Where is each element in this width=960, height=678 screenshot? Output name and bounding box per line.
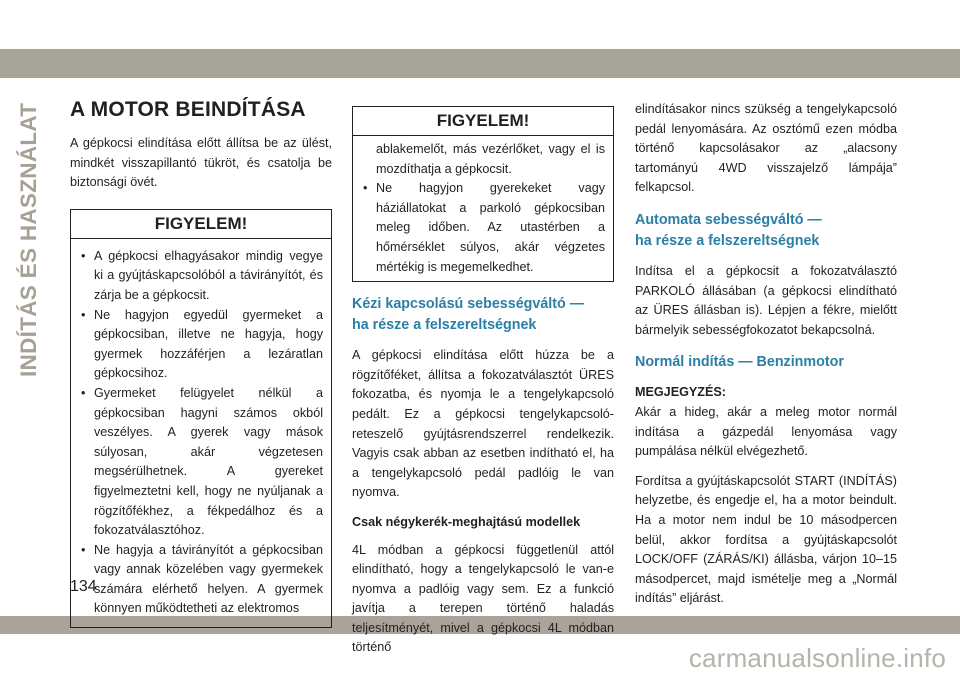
automatic-transmission-text: Indítsa el a gépkocsit a fokozatválasztó PARKOLÓ állásában (a gépkocsi elindítható az ÜRES állásban is). Lépjen a fékre, mielőtt bármelyik sebességfokozatot bekapcsolná. [635, 263, 897, 337]
start-procedure-text: Fordítsa a gyújtáskapcsolót START (INDÍTÁS) helyzetbe, és engedje el, ha a motor beindult. Ha a motor nem indul be 10 másodpercen belül, akkor fordítsa a gyújtáskapcsolót LOCK/OFF (ZÁRÁS/KI) állásba, várjon 10–15 másodpercet, majd ismételje meg a „Normál indítás” eljárást. [635, 473, 897, 606]
warning-list [71, 239, 331, 627]
warning-box-continued [352, 106, 614, 282]
heading-line: ha része a felszereltségnek [635, 232, 820, 249]
note-text: Akár a hideg, akár a meleg motor normál indítása a gázpedál lenyomása vagy pumpálása nélkül elvégezhető. [635, 404, 897, 459]
page-number: 134 [70, 578, 97, 595]
heading-line: Automata sebességváltó — [635, 211, 822, 228]
watermark: carmanualsonline.info [688, 643, 946, 673]
warning-continued-text: ablakemelőt, más vezérlőket, vagy el is mozdíthatja a gépkocsit. [376, 142, 605, 176]
header-color-band [0, 49, 960, 78]
column-2 [352, 96, 614, 668]
section-side-title: INDÍTÁS ÉS HASZNÁLAT [16, 102, 41, 377]
manual-transmission-text: A gépkocsi elindítása előtt húzza be a rögzítőféket, állítsa a fokozatválasztót ÜRES fokozatba, és nyomja le a tengelykapcsoló pedált. Ez a gépkocsi tengelykapcsoló-reteszelő gyújtásrendszerrel rendelkezik. Vagyis csak abban az esetben indítható el, ha a tengelykapcsoló pedál padlóig le van nyomva. [352, 348, 614, 500]
warning-continuation [353, 136, 613, 281]
warning-heading: FIGYELEM! [353, 107, 613, 136]
fourwd-heading: Csak négykerék-meghajtású modellek [352, 514, 581, 529]
page-title: A MOTOR BEINDÍTÁSA [70, 98, 306, 121]
top-header-band [0, 0, 960, 78]
warning-list [361, 179, 605, 277]
manual-transmission-heading [352, 294, 614, 336]
warning-item: • Ne hagyjon gyerekeket vagy háziállatokat a parkoló gépkocsiban meleg időben. Az utastérben a hőmérséklet súlyos, akár végzetes mértékig is megemelkedhet. [361, 179, 605, 277]
column-1 [70, 96, 332, 628]
warning-item: • Gyermeket felügyelet nélkül a gépkocsiban hagyni számos okból veszélyes. A gyerek vagy mások súlyosan, akár végzetesen megsérülhetnek. A gyereket figyelmeztetni kell, hogy ne nyúljanak a rögzítőfékhez, a fékpedálhoz és a fokozatválasztóhoz. [79, 384, 323, 541]
normal-start-heading: Normál indítás — Benzinmotor [635, 354, 844, 371]
note-label: MEGJEGYZÉS: [635, 385, 726, 400]
warning-item: • A gépkocsi elhagyásakor mindig vegye ki a gyújtáskapcsolóból a távirányítót, és zárja be a gépkocsit. [79, 247, 323, 306]
note-paragraph [635, 383, 897, 461]
warning-item: • Ne hagyjon egyedül gyermeket a gépkocsiban, illetve ne hagyja, hogy gyermek hozzáférjen a lezáratlan gépkocsihoz. [79, 306, 323, 384]
intro-paragraph: A gépkocsi elindítása előtt állítsa be az ülést, mindkét visszapillantó tükröt, és csatolja be biztonsági övét. [70, 136, 332, 190]
warning-heading: FIGYELEM! [71, 210, 331, 239]
automatic-transmission-heading [635, 210, 897, 252]
continued-text: elindításakor nincs szükség a tengelykapcsoló pedál lenyomására. Az osztómű ezen módba történő kapcsolásakor az „alacsony tartományú 4WD visszajelző lámpája” felkapcsol. [635, 102, 897, 195]
heading-line: ha része a felszereltségnek [352, 317, 537, 334]
column-3 [635, 100, 897, 619]
warning-box [70, 209, 332, 628]
heading-line: Kézi kapcsolású sebességváltó — [352, 296, 585, 313]
warning-item: • Ne hagyja a távirányítót a gépkocsiban vagy annak közelében vagy gyermekek számára elérhető helyen. A gyermek könnyen működtetheti az elektromos [79, 541, 323, 619]
fourwd-text: 4L módban a gépkocsi függetlenül attól elindítható, hogy a tengelykapcsoló le van-e nyomva a padlóig vagy sem. Ez a funkció javítja a terepen történő haladás teljesítményét, mivel a gépkocsi 4L módban történő [352, 542, 614, 655]
